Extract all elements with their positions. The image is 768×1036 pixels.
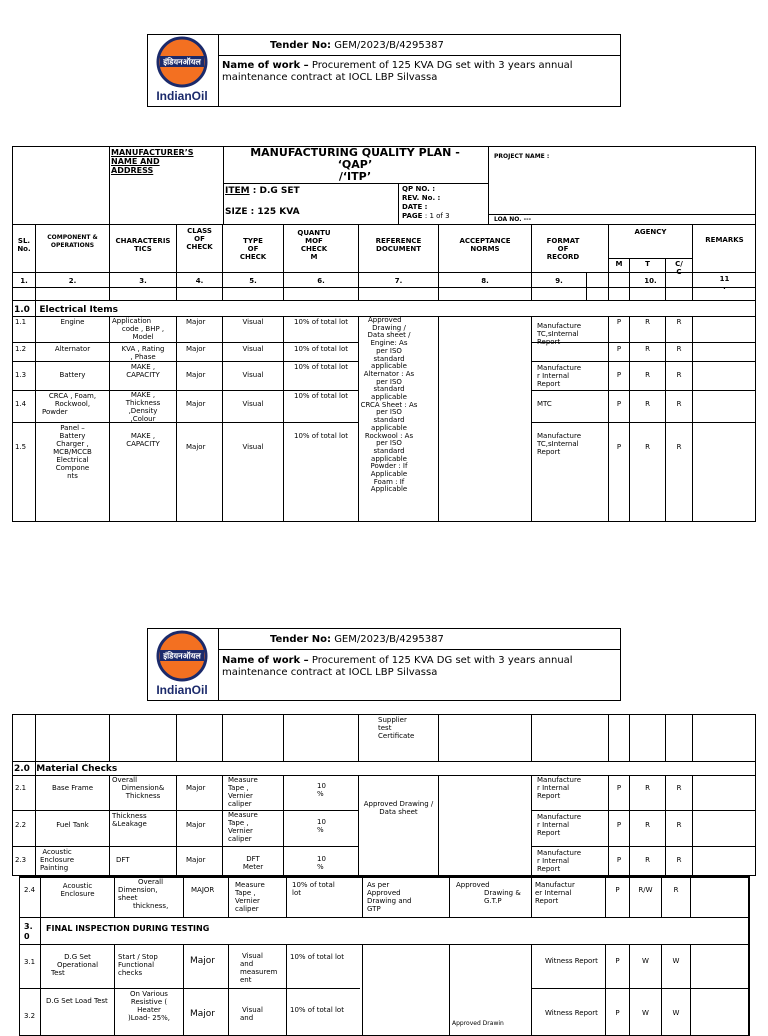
- col-format: FORMAT OF RECORD: [546, 237, 580, 261]
- col-quantum: QUANTU MOF CHECK M: [297, 229, 331, 261]
- colnum-1: 1.: [20, 277, 28, 285]
- section-2-reference: Approved Drawing / Data sheet: [363, 800, 434, 816]
- colnum-8: 8.: [481, 277, 489, 285]
- section-2-title: 2.0 Material Checks: [14, 764, 118, 774]
- col-reference: REFERENCE DOCUMENT: [375, 237, 422, 253]
- section-3-title: FINAL INSPECTION DURING TESTING: [46, 924, 210, 933]
- col-class: CLASS OF CHECK: [186, 227, 213, 251]
- colnum-2: 2.: [68, 277, 77, 285]
- col-sl: SL. No.: [17, 237, 31, 253]
- colnum-4: 4.: [195, 277, 204, 285]
- qp-no: QP NO. :: [402, 185, 436, 193]
- col-component: COMPONENT & OPERATIONS: [47, 234, 98, 249]
- col-agency-m: M: [615, 260, 623, 268]
- supplier-certificate: Supplier test Certificate: [378, 716, 415, 740]
- colnum-6: 6.: [317, 277, 325, 285]
- svg-text:IndianOil: IndianOil: [156, 683, 208, 697]
- svg-text:इंडियनऑयल: इंडियनऑयल: [163, 651, 201, 661]
- tender-label: Tender No:: [270, 634, 331, 645]
- page-value: : 1 of 3: [424, 212, 450, 220]
- indianoil-logo-icon: [149, 36, 215, 104]
- colnum-9: 9.: [555, 277, 563, 285]
- section-1-reference: Approved Drawing / Data sheet / Engine: As per ISO standard applicable Alternator : As per ISO standard applicable CRCA Sheet : As per ISO standard applicable Rockwool : As per ISO standard applicable Powder : If Applicable Foam : If Applicable: [360, 316, 418, 494]
- colnum-7: 7.: [394, 277, 403, 285]
- col-agency-cc: C/ C: [675, 260, 683, 276]
- loa-no: LOA NO. ---: [494, 216, 532, 223]
- colnum-10: 10.: [644, 277, 657, 285]
- work-label: Name of work –: [222, 60, 309, 71]
- qap-title: MANUFACTURING QUALITY PLAN - ‘QAP’ /‘ITP’: [250, 146, 460, 183]
- svg-text:इंडियनऑयल: इंडियनऑयल: [163, 57, 201, 67]
- col-remarks: REMARKS: [705, 236, 744, 244]
- svg-text:IndianOil: IndianOil: [156, 89, 208, 103]
- section-3-number: 3. 0: [24, 922, 33, 941]
- size-label: SIZE : 125 KVA: [225, 207, 300, 217]
- colnum-11: 11 .: [719, 275, 730, 291]
- tender-number: GEM/2023/B/4295387: [334, 40, 444, 51]
- page-label: PAGE: [402, 212, 423, 220]
- work-text-1: Procurement of 125 KVA DG set with 3 years annual: [311, 60, 573, 71]
- item-value: : D.G SET: [252, 186, 300, 196]
- work-label: Name of work –: [222, 655, 309, 666]
- col-agency: AGENCY: [634, 228, 667, 236]
- manufacturer-label: MANUFACTURER’S NAME AND ADDRESS: [111, 148, 194, 175]
- item-label: ITEM: [225, 186, 250, 196]
- col-type: TYPE OF CHECK: [239, 237, 267, 261]
- indianoil-logo-icon: [149, 630, 215, 698]
- tender-number: GEM/2023/B/4295387: [334, 634, 444, 645]
- col-acceptance: ACCEPTANCE NORMS: [459, 237, 511, 253]
- work-text-1: Procurement of 125 KVA DG set with 3 years annual: [311, 655, 573, 666]
- date: DATE :: [402, 203, 428, 211]
- rev-no: REV. No. :: [402, 194, 441, 202]
- work-text-2: maintenance contract at IOCL LBP Silvassa: [222, 72, 438, 83]
- section-1-title: 1.0 Electrical Items: [14, 305, 118, 315]
- project-name: PROJECT NAME :: [494, 153, 550, 160]
- col-characteristics: CHARACTERIS TICS: [115, 237, 171, 253]
- tender-label: Tender No:: [270, 40, 331, 51]
- colnum-5: 5.: [249, 277, 257, 285]
- colnum-3: 3.: [139, 277, 147, 285]
- col-agency-t: T: [645, 260, 650, 268]
- work-text-2: maintenance contract at IOCL LBP Silvassa: [222, 667, 438, 678]
